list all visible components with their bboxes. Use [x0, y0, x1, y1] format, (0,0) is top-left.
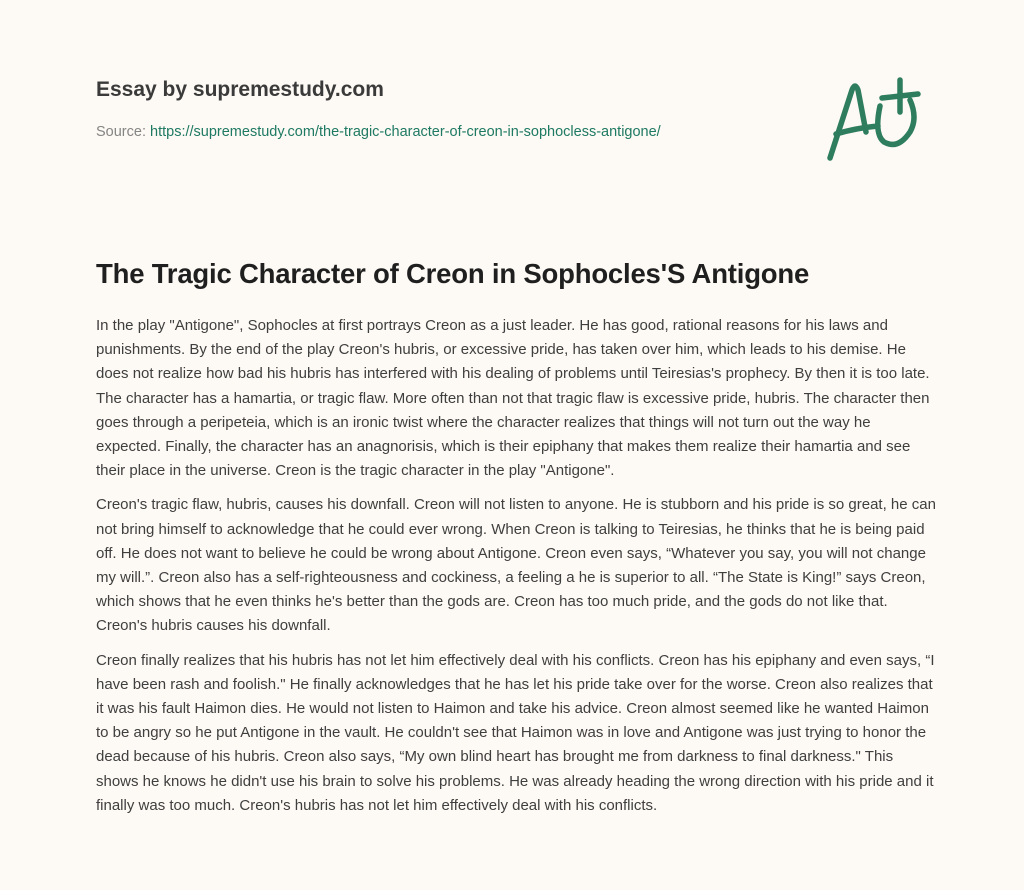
essay-header — [96, 76, 796, 142]
a-plus-grade-icon — [822, 68, 932, 168]
site-title: Essay by supremestudy.com — [96, 78, 384, 101]
essay-paragraph: Creon's tragic flaw, hubris, causes his downfall. Creon will not listen to anyone. He is stubborn and his pride is so great, he can not bring himself to acknowledge that he could ever wrong. When Creon is talking to Teiresias, he thinks that he is being paid off. He does not want to believe he could be wrong about Antigone. Creon even says, “Whatever you say, you will not change my will.”. Creon also has a self-righteousness and cockiness, a feeling a he is superior to all. “The State is King!” says Creon, which shows that he even thinks he's better than the gods are. Creon has too much pride, and the gods do not like that. Creon's hubris causes his downfall. — [96, 496, 936, 635]
source-line — [96, 122, 796, 142]
essay-paragraph: Creon finally realizes that his hubris has not let him effectively deal with his conflicts. Creon has his epiphany and even says, “I have been rash and foolish." He finally acknowledges that he has let his pride take over for the worse. Creon also realizes that it was his fault Haimon dies. He would not listen to Haimon and take his advice. Creon almost seemed like he wanted Haimon to be angry so he put Antigone in the vault. He couldn't see that Haimon was in love and Antigone was just trying to honor the dead because of his hubris. Creon also says, “My own blind heart has brought me from darkness to final darkness." This shows he knows he didn't use his brain to solve his problems. He was already heading the wrong direction with his pride and it finally was too much. Creon's hubris has not let him effectively deal with his conflicts. — [96, 651, 935, 814]
essay-body — [96, 314, 936, 828]
source-label: Source: — [96, 124, 146, 140]
source-link[interactable]: https://supremestudy.com/the-tragic-character-of-creon-in-sophocless-antigone/ — [150, 124, 661, 140]
essay-title: The Tragic Character of Creon in Sophocles'S Antigone — [96, 258, 810, 289]
essay-paragraph: In the play "Antigone", Sophocles at first portrays Creon as a just leader. He has good, rational reasons for his laws and punishments. By the end of the play Creon's hubris, or excessive pride, has taken over him, which leads to his demise. He does not realize how bad his hubris has interfered with his dealing of problems until Teiresias's prophecy. By then it is too late. The character has a hamartia, or tragic flaw. More often than not that tragic flaw is excessive pride, hubris. The character then goes through a peripeteia, which is an ironic twist where the character realizes that things will not turn out the way he expected. Finally, the character has an anagnorisis, which is their epiphany that makes them realize their hamartia and see their place in the universe. Creon is the tragic character in the play "Antigone". — [96, 317, 930, 480]
